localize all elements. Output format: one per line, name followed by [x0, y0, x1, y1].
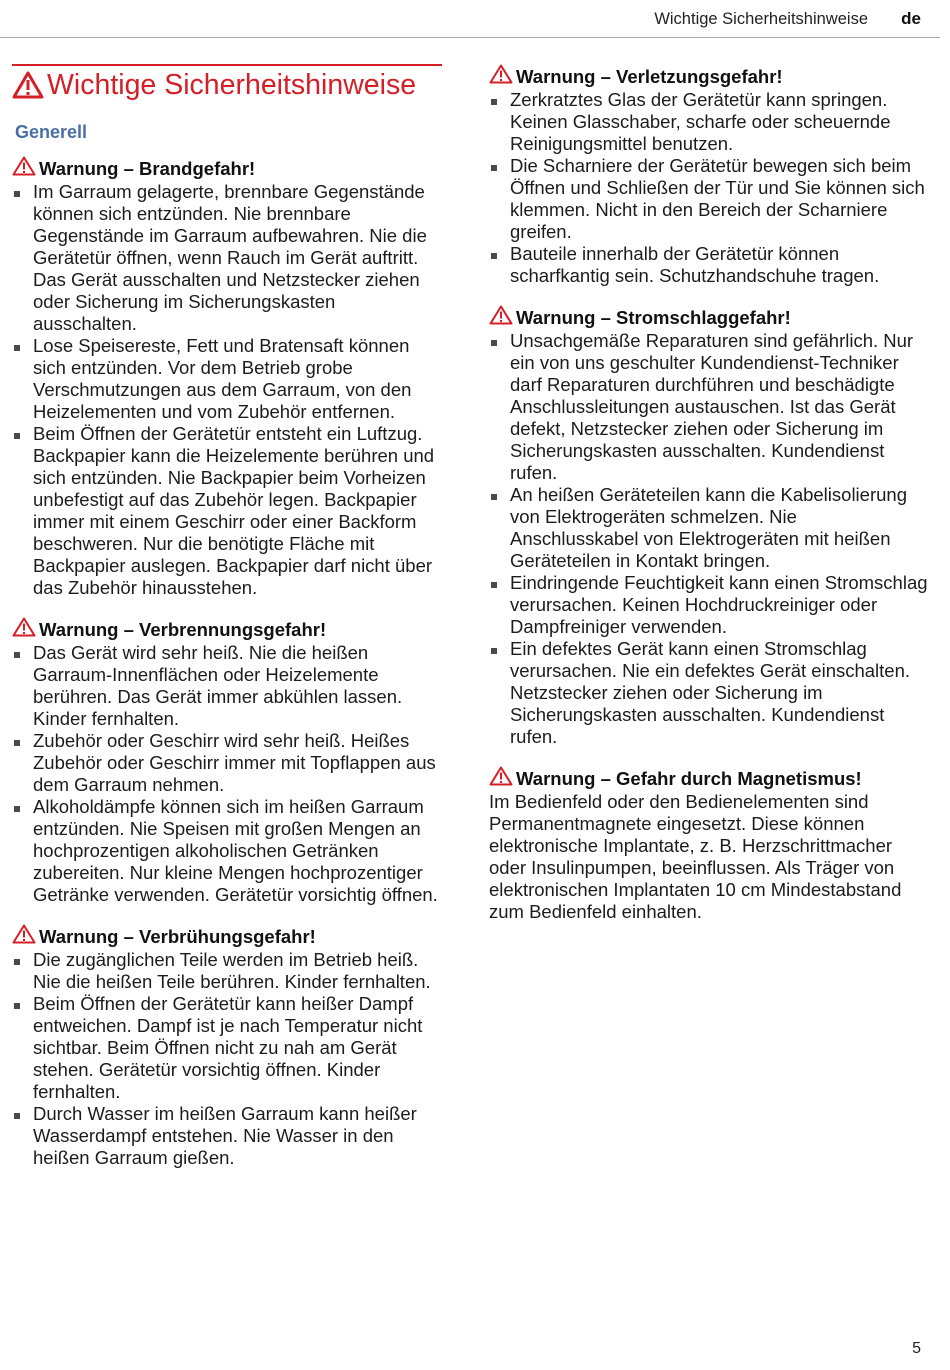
list-item: Zubehör oder Geschirr wird sehr heiß. Heißes Zubehör oder Geschirr immer mit Topflappen aus dem Garraum nehmen. [12, 730, 442, 796]
bullet-list [12, 949, 442, 1169]
warning-triangle-icon [489, 766, 513, 791]
list-item: Bauteile innerhalb der Gerätetür können scharfkantig sein. Schutzhandschuhe tragen. [489, 243, 929, 287]
warning-title: Warnung – Verletzungsgefahr! [489, 64, 929, 89]
list-item: Unsachgemäße Reparaturen sind gefährlich. Nur ein von uns geschulter Kundendienst-Techniker darf Reparaturen durchführen und beschädigte Anschlussleitungen austauschen. Ist das Gerät defekt, Netzstecker ziehen oder Sicherung im Sicherungskasten ausschalten. Kundendienst rufen. [489, 330, 929, 484]
page-number: 5 [912, 1340, 921, 1357]
header-rule [0, 37, 940, 38]
running-header-title: Wichtige Sicherheitshinweise [654, 10, 868, 28]
title-rule [12, 64, 442, 66]
warning-title: Warnung – Brandgefahr! [12, 156, 442, 181]
warning-title: Warnung – Verbrennungsgefahr! [12, 617, 442, 642]
magnetism-text: Im Bedienfeld oder den Bedienelementen sind Permanentmagnete eingesetzt. Diese können elektronische Implantate, z. B. Herzschrittmacher oder Insulinpumpen, beeinflussen. Als Träger von elektronischen Implantaten 10 cm Mindestabstand zum Bedienfeld einhalten. [489, 791, 902, 922]
page-title [12, 68, 442, 107]
bullet-list [489, 330, 929, 748]
list-item: Die zugänglichen Teile werden im Betrieb heiß. Nie die heißen Teile berühren. Kinder fernhalten. [12, 949, 442, 993]
left-column [12, 64, 442, 1187]
list-item: An heißen Geräteteilen kann die Kabelisolierung von Elektrogeräten schmelzen. Nie Anschlusskabel von Elektrogeräten mit heißen Geräteteilen in Kontakt bringen. [489, 484, 929, 572]
list-item: Durch Wasser im heißen Garraum kann heißer Wasserdampf entstehen. Nie Wasser in den heißen Garraum gießen. [12, 1103, 442, 1169]
language-code: de [901, 9, 921, 28]
warning-burn [12, 617, 442, 906]
list-item: Die Scharniere der Gerätetür bewegen sich beim Öffnen und Schließen der Tür und Sie können sich klemmen. Nicht in den Bereich der Scharniere greifen. [489, 155, 929, 243]
list-item: Eindringende Feuchtigkeit kann einen Stromschlag verursachen. Keinen Hochdruckreiniger oder Dampfreiniger verwenden. [489, 572, 929, 638]
warning-injury [489, 64, 929, 287]
warning-triangle-icon [12, 617, 36, 642]
warning-triangle-icon [12, 924, 36, 949]
list-item: Beim Öffnen der Gerätetür kann heißer Dampf entweichen. Dampf ist je nach Temperatur nicht sichtbar. Beim Öffnen nicht zu nah am Gerät stehen. Gerätetür vorsichtig öffnen. Kinder fernhalten. [12, 993, 442, 1103]
list-item: Ein defektes Gerät kann einen Stromschlag verursachen. Nie ein defektes Gerät einschalten. Netzstecker ziehen oder Sicherung im Sicherungskasten ausschalten. Kundendienst rufen. [489, 638, 929, 748]
list-item: Alkoholdämpfe können sich im heißen Garraum entzünden. Nie Speisen mit großen Mengen an hochprozentigen alkoholischen Getränken zubereiten. Nur kleine Mengen hochprozentiger Getränke verwenden. Gerätetür vorsichtig öffnen. [12, 796, 442, 906]
warning-electric-shock [489, 305, 929, 748]
warning-title: Warnung – Verbrühungsgefahr! [12, 924, 442, 949]
page-title-text: Wichtige Sicherheitshinweise [47, 69, 417, 101]
list-item: Das Gerät wird sehr heiß. Nie die heißen Garraum-Innenflächen oder Heizelemente berühren. Das Gerät immer abkühlen lassen. Kinder fernhalten. [12, 642, 442, 730]
list-item: Im Garraum gelagerte, brennbare Gegenstände können sich entzünden. Nie brennbare Gegenstände im Garraum aufbewahren. Nie die Gerätetür öffnen, wenn Rauch im Gerät auftritt. Das Gerät ausschalten und Netzstecker ziehen oder Sicherung im Sicherungskasten ausschalten. [12, 181, 442, 335]
warning-magnetism [489, 766, 929, 923]
list-item: Lose Speisereste, Fett und Bratensaft können sich entzünden. Vor dem Betrieb grobe Verschmutzungen aus dem Garraum, von den Heizelementen und vom Zubehör entfernen. [12, 335, 442, 423]
bullet-list [12, 642, 442, 906]
warning-fire [12, 156, 442, 599]
warning-triangle-icon [489, 305, 513, 330]
warning-scald [12, 924, 442, 1169]
warning-triangle-icon [489, 64, 513, 89]
bullet-list [489, 89, 929, 287]
warning-title: Warnung – Stromschlaggefahr! [489, 305, 929, 330]
bullet-list [12, 181, 442, 599]
warning-triangle-icon [12, 156, 36, 181]
right-column [489, 64, 929, 941]
warning-title: Warnung – Gefahr durch Magnetismus! [489, 766, 929, 791]
list-item: Beim Öffnen der Gerätetür entsteht ein Luftzug. Backpapier kann die Heizelemente berühren und sich entzünden. Nie Backpapier beim Vorheizen unbefestigt auf das Zubehör legen. Backpapier immer mit einem Geschirr oder einer Backform beschweren. Nur die benötigte Fläche mit Backpapier auslegen. Backpapier darf nicht über das Zubehör hinausstehen. [12, 423, 442, 599]
list-item: Zerkratztes Glas der Gerätetür kann springen. Keinen Glasschaber, scharfe oder scheuernde Reinigungsmittel benutzen. [489, 89, 929, 155]
section-heading: Generell [15, 122, 88, 142]
warning-triangle-icon [12, 71, 44, 107]
